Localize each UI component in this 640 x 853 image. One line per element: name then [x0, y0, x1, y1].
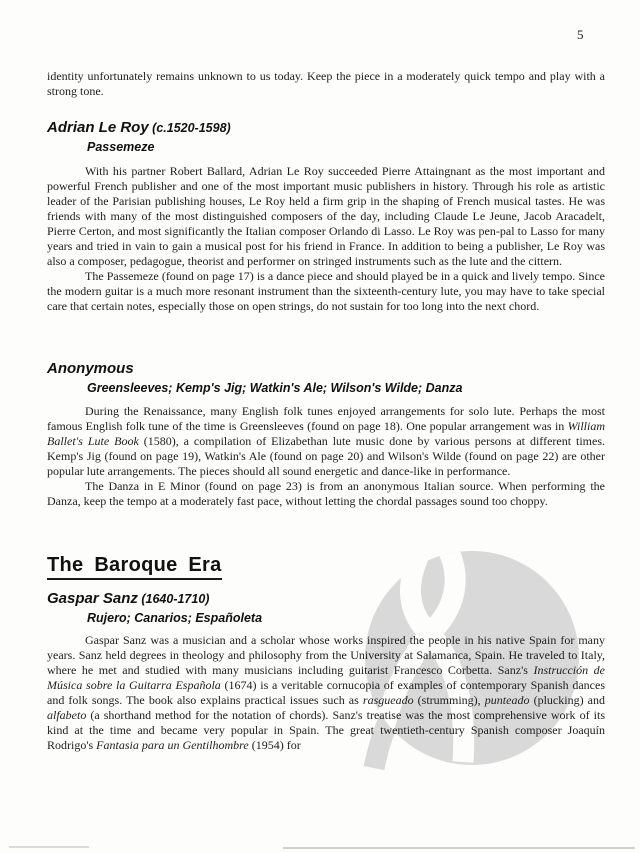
paragraph	[47, 269, 605, 314]
piece-list: Greensleeves; Kemp's Jig; Watkin's Ale; Wilson's Wilde; Danza	[87, 381, 463, 395]
era-heading: The Baroque Era	[47, 554, 222, 580]
text-run: The Passemeze (found on page 17) is a dance piece and should played be in a quick and lively tempo. Since the modern guitar is a much more resonant instrument than the sixteenth-century lute, you may have to take special care that certain notes, especially those on open strings, do not sustain for too long into the next chord.	[47, 269, 605, 313]
composer-heading	[47, 590, 605, 608]
composer-name: Anonymous	[47, 360, 134, 377]
text-run: (strumming),	[413, 693, 485, 707]
paragraph-group	[47, 164, 605, 314]
text-run: (1580), a compilation of Elizabethan lute music done by various persons at different times. Kemp's Jig (found on page 19), Watkin's Ale (found on page 20) and Wilson's Wilde (found on page 22) are other popular lute arrangements. The pieces should all sound energetic and dance-like in performance.	[47, 434, 605, 478]
text-run: punteado	[484, 693, 530, 707]
paragraph	[47, 404, 605, 479]
composer-section	[47, 360, 605, 396]
piece-list: Rujero; Canarios; Españoleta	[87, 611, 263, 625]
composer-heading	[47, 360, 605, 378]
text-run: alfabeto	[47, 708, 87, 722]
text-run: (1674) is a veritable cornucopia of examples of contemporary Spanish dances and folk songs. The book also explains practical issues such as	[47, 678, 605, 707]
composer-name: Adrian Le Roy	[47, 119, 149, 136]
composer-name: Gaspar Sanz	[47, 590, 138, 607]
era-heading-block	[47, 554, 605, 580]
paragraph	[47, 479, 605, 509]
composer-section	[47, 590, 605, 626]
composer-dates: (1640-1710)	[137, 592, 210, 606]
text-run: (1954) for	[248, 738, 301, 752]
text-run: (plucking) and	[529, 693, 605, 707]
composer-dates: (c.1520-1598)	[148, 121, 231, 135]
text-run: (a shorthand method for the notation of chords). Sanz's treatise was the most comprehensive work of its kind at the time and became very popular in Spain. The great twentieth-century Spanish composer Joaquín Rodrigo's	[47, 708, 605, 752]
page-number: 5	[577, 27, 584, 42]
paragraph-group	[47, 633, 605, 753]
paragraph	[47, 69, 605, 99]
text-run: Instrucción de Música sobre la Guitarra Española	[47, 663, 605, 692]
paragraph	[47, 633, 605, 753]
text-run: With his partner Robert Ballard, Adrian Le Roy succeeded Pierre Attaingnant as the most important and powerful French publisher and one of the most important music publishers in history. Through his role as artistic leader of the Parisian publishing houses, Le Roy held a firm grip in the shaping of French musical tastes. He was friends with many of the most distinguished composers of the day, including Claude Le Jeune, Jacob Aracadelt, Pierre Certon, and most significantly the Italian composer Orlando di Lasso. Le Roy was pen-pal to Lasso for many years and tried in vain to gain a musical post for his friend in France. In addition to being a publisher, Le Roy was also a composer, pedagogue, theorist and performer on stringed instruments such as the lute and the cittern.	[47, 164, 605, 268]
composer-section	[47, 119, 605, 155]
paragraph-group	[47, 404, 605, 509]
text-run: During the Renaissance, many English folk tunes enjoyed arrangements for solo lute. Perhaps the most famous English folk tune of the time is Greensleeves (found on page 18). One popular arrangement was in	[47, 404, 605, 433]
piece-list: Passemeze	[87, 140, 155, 154]
paragraph-group	[47, 69, 605, 99]
text-run: rasgueado	[362, 693, 414, 707]
text-run: Fantasia para un Gentilhombre	[96, 738, 249, 752]
text-run: William Ballet's Lute Book	[47, 419, 605, 448]
composer-heading	[47, 119, 605, 137]
text-run: Gaspar Sanz was a musician and a scholar whose works inspired the people in his native Spain for many years. Sanz held degrees in theology and philosophy from the University at Salamanca, Spain. He traveled to Italy, where he met and studied with many musicians including guitarist Francesco Corbetta. Sanz's	[47, 633, 605, 677]
text-column	[47, 0, 605, 853]
text-run: The Danza in E Minor (found on page 23) is from an anonymous Italian source. When performing the Danza, keep the tempo at a moderately fast pace, without letting the chordal passages sound too choppy.	[47, 479, 605, 508]
text-run: identity unfortunately remains unknown to us today. Keep the piece in a moderately quick tempo and play with a strong tone.	[47, 69, 605, 98]
paragraph	[47, 164, 605, 269]
